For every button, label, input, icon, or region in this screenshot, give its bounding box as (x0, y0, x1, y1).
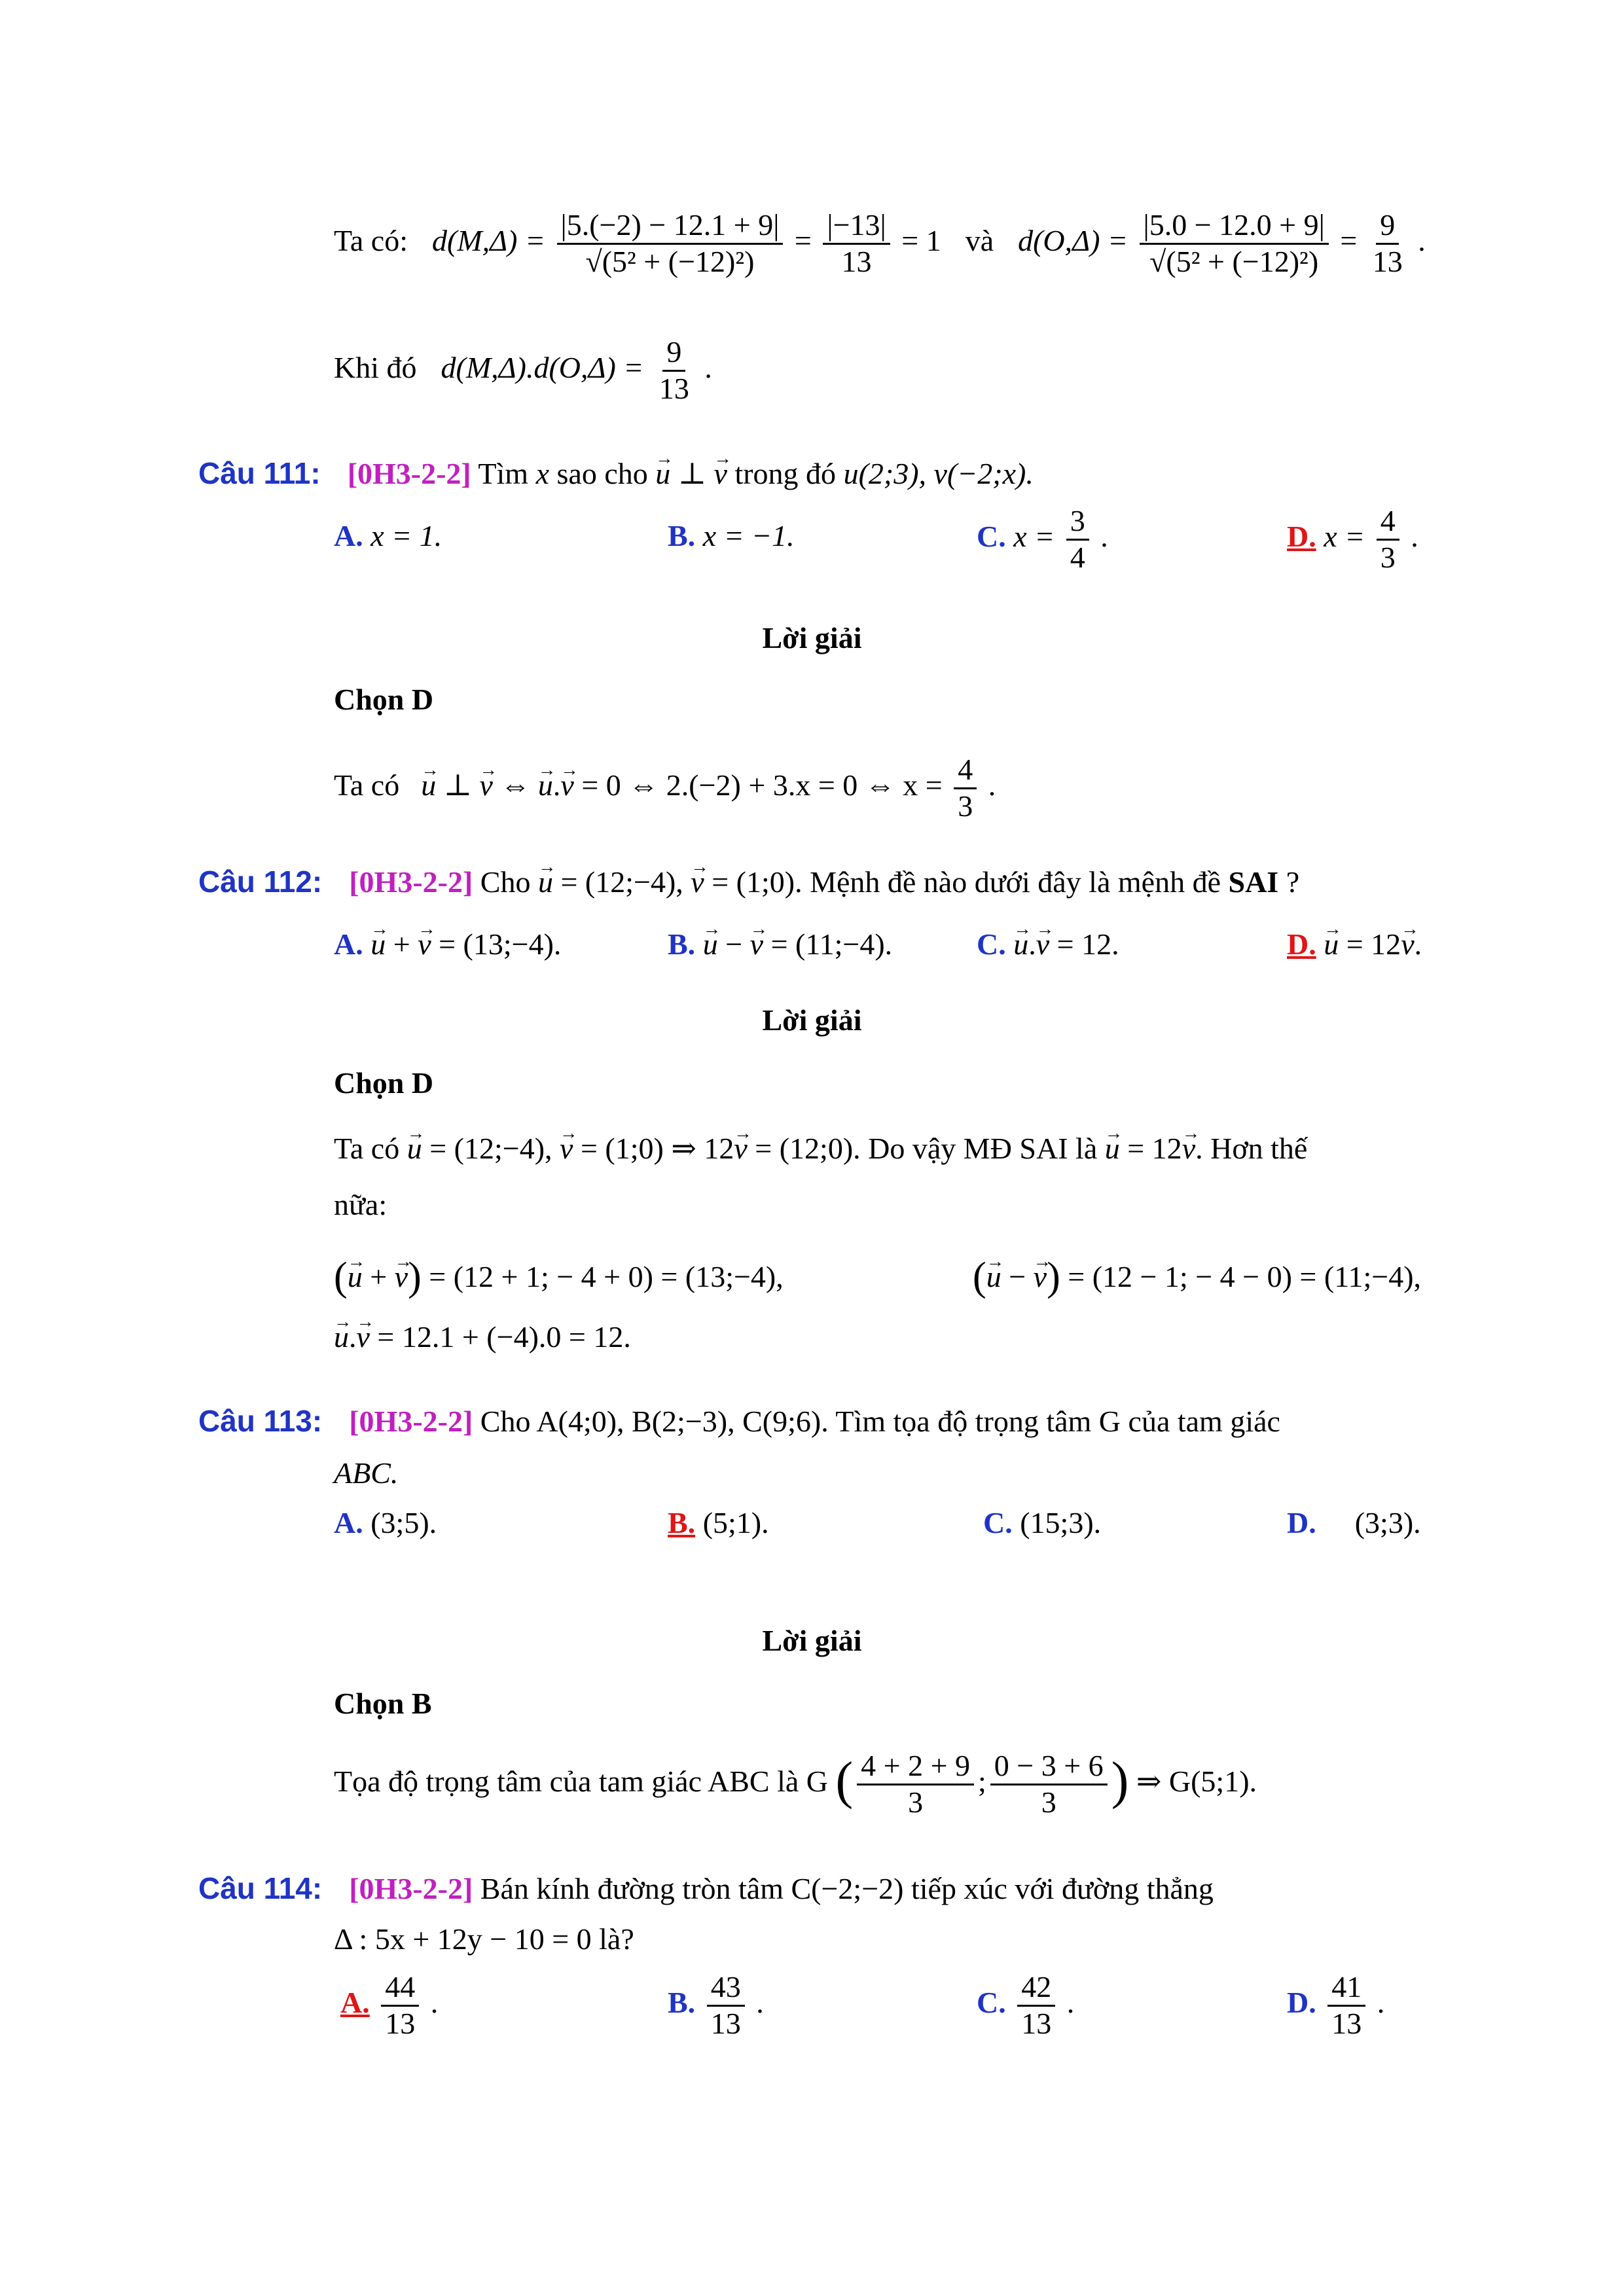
q114-option-b[interactable]: B. $\frac{43}{13}$ . (668, 1970, 764, 2040)
q113-choice: Chọn B (334, 1687, 432, 1720)
distance-M-lhs: d(M,Δ) = (432, 223, 546, 257)
q111-option-b[interactable]: B. x = −1. (668, 519, 795, 552)
q111-option-d[interactable]: D. x = $\frac{4}{3}$ . (1287, 504, 1418, 574)
question-113-stem-cont: ABC. (334, 1456, 399, 1490)
q112-solution-sum: (→ u + → v) = (12 + 1; − 4 + 0) = (13;−4), (334, 1257, 784, 1297)
q114-option-d[interactable]: D. $\frac{41}{13}$ . (1287, 1970, 1385, 2040)
distance-O-fraction: $\frac{|5.0 - 12.0 + 9|}{\text{√(5² + (−12)²)}}$ (1140, 208, 1329, 279)
q111-option-a[interactable]: A. x = 1. (334, 519, 442, 552)
distance-product: d(M,Δ).d(O,Δ) = (441, 350, 644, 384)
prev-solution-line1: Ta có: d(M,Δ) = $\frac{|5.(-2) - 12.1 + 9|}{\text{√(5² + (−12)²)}}$ = $\frac{|-13|}{13}$ = 1 và d(O,Δ) = $\frac{|5.0 - 12.0 + 9|}{\text{√(5² + (−12)²)}}$ = $\frac{9}{13}$ . (334, 208, 1426, 278)
q112-option-a[interactable]: A. → u + → v = (13;−4). (334, 929, 561, 960)
q112-solution-line2: nữa: (334, 1188, 388, 1221)
q111-choice: Chọn D (334, 683, 434, 716)
question-114-label: Câu 114: (198, 1871, 323, 1905)
question-114-stem-cont: Δ : 5x + 12y − 10 = 0 là? (334, 1922, 634, 1956)
question-114-stem: Câu 114: [0H3-2-2] Bán kính đường tròn tâm C(−2;−2) tiếp xúc với đường thẳng (198, 1871, 1214, 1905)
q112-solution-line1: Ta có → u = (12;−4), → v = (1;0) ⇒ 12→ v = (12;0). Do vậy MĐ SAI là → u = 12→ v. Hơn thế (334, 1134, 1307, 1164)
question-113-tag: [0H3-2-2] (349, 1405, 473, 1438)
distance-M-simplified: $\frac{|-13|}{13}$ (823, 208, 890, 279)
q113-solution-line: Tọa độ trọng tâm của tam giác ABC là G ( $\frac{4 + 2 + 9}{3}$ ; $\frac{0 - 3 + 6}{3}$ ) ⇒ G(5;1). (334, 1749, 1257, 1819)
question-113-label: Câu 113: (198, 1404, 323, 1438)
q112-solution-diff: (→ u − → v) = (12 − 1; − 4 − 0) = (11;−4), (973, 1257, 1421, 1297)
distance-O-result: $\frac{9}{13}$ (1372, 208, 1403, 278)
q112-choice: Chọn D (334, 1066, 434, 1100)
question-112-stem: Câu 112: [0H3-2-2] Cho → u = (12;−4), → v = (1;0). Mệnh đề nào dưới đây là mệnh đề SAI ? (198, 867, 1299, 897)
question-111-label: Câu 111: (198, 456, 321, 490)
q114-option-c[interactable]: C. $\frac{42}{13}$ . (977, 1970, 1075, 2040)
prev-sol-prefix: Ta có: (334, 223, 408, 257)
question-114-tag: [0H3-2-2] (349, 1872, 473, 1905)
distance-O-lhs: d(O,Δ) = (1018, 223, 1128, 257)
q113-option-d[interactable]: D. (3;3). (1287, 1506, 1421, 1539)
prev-solution-line2: Khi đó d(M,Δ).d(O,Δ) = $\frac{9}{13}$ . (334, 335, 712, 405)
vector-u: → u (655, 459, 670, 489)
q113-solution-title: Lời giải (762, 1624, 862, 1657)
q112-option-b[interactable]: B. → u − → v = (11;−4). (668, 929, 892, 960)
q111-solution-title: Lời giải (762, 621, 862, 655)
q112-option-d[interactable]: D. → u = 12→ v. (1287, 929, 1422, 960)
distance-product-result: $\frac{9}{13}$ (659, 335, 689, 405)
question-112-label: Câu 112: (198, 865, 323, 899)
q113-option-c[interactable]: C. (15;3). (983, 1506, 1102, 1539)
vector-v: → v (714, 459, 727, 489)
question-111-tag: [0H3-2-2] (347, 457, 471, 490)
q111-solution-line: Ta có → u ⊥ → v ⇔ → u.→ v = 0 ⇔ 2.(−2) + 3.x = 0 ⇔ x = $\frac{4}{3}$ . (334, 753, 996, 824)
q113-option-a[interactable]: A. (3;5). (334, 1506, 437, 1539)
q112-solution-dot: → u.→ v = 12.1 + (−4).0 = 12. (334, 1322, 631, 1352)
q113-option-b[interactable]: B. (5;1). (668, 1506, 769, 1539)
question-113-stem: Câu 113: [0H3-2-2] Cho A(4;0), B(2;−3), C(9;6). Tìm tọa độ trọng tâm G của tam giác (198, 1404, 1280, 1438)
q112-solution-title: Lời giải (762, 1003, 862, 1037)
q111-option-c[interactable]: C. x = $\frac{3}{4}$ . (977, 504, 1108, 574)
q114-option-a[interactable]: A. $\frac{44}{13}$ . (340, 1970, 439, 2040)
question-111-stem: Câu 111: [0H3-2-2] Tìm x sao cho → u ⊥ → v trong đó u(2;3), v(−2;x). (198, 458, 1034, 489)
distance-M-fraction: $\frac{|5.(-2) - 12.1 + 9|}{\text{√(5² + (−12)²)}}$ (557, 208, 784, 279)
question-112-tag: [0H3-2-2] (349, 865, 473, 899)
q112-option-c[interactable]: C. → u.→ v = 12. (977, 929, 1119, 960)
